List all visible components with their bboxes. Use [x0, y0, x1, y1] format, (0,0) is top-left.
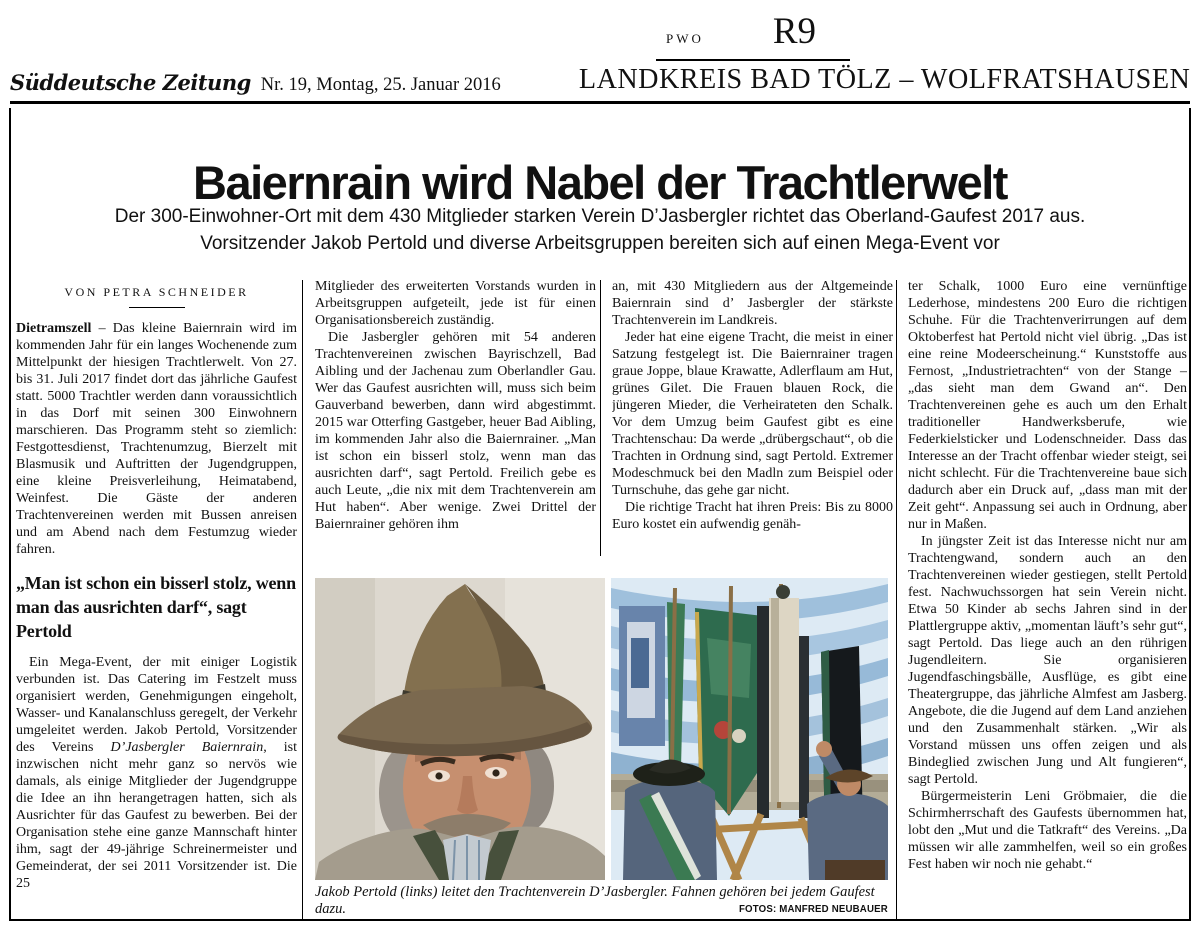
- paragraph-dietramszell: [16, 320, 297, 558]
- paragraph-mega-event: [16, 654, 297, 892]
- text-column-4: [908, 278, 1187, 922]
- paragraph-jasbergler: Die Jasbergler gehören mit 54 anderen Trachtenvereinen zwischen Bayrischzell, Bad Aibling und der Jachenau zum Oberlandler Gau. Wer das Gaufest ausrichten will, muss sich beim Gauverband bewerben, dann wird abgestimmt. 2015 war Otterfing Gastgeber, heuer Bad Aibling, im kommenden Jahr also die Baiernrainer. „Man ist schon ein bisserl stolz, wenn man das ausrichten darf“, sagt Pertold. Freilich gebe es auch Leute, „die nix mit dem Trachtenverein am Hut haben“. Aber wenige. Zwei Drittel der Baiernrainer gehören ihm: [315, 330, 596, 532]
- byline: VON PETRA SCHNEIDER: [64, 285, 249, 299]
- paragraph-text: – Das kleine Baiernrain wird im kommenden Jahr für ein langes Wochenende zum Mittelpunkt der hiesigen Trachtlerwelt. Von 27. bis 31. Juli 2017 findet dort das jährliche Gaufest statt. 5000 Trachtler werden dann voraussichtlich in das Dorf mit seinen 300 Einwohnern marschieren. Das Programm steht so ziemlich: Festgottesdienst, Trachtenumzug, Bierzelt mit Blasmusik und Auftritten der Jugendgruppen, eine kleine Preisverleihung, Heimatabend, Weinfest. Die Gäste der anderen Trachtenvereinen werden mit Bussen anreisen und am Abend nach dem Festumzug wieder fahren.: [16, 321, 297, 557]
- caption-text: Jakob Pertold (links) leitet den Trachtenverein D’Jasbergler. Fahnen gehören bei jedem Gaufest dazu.: [315, 884, 875, 917]
- issue-info: Nr. 19, Montag, 25. Januar 2016: [260, 75, 501, 95]
- flags-fest-photo: [611, 578, 888, 880]
- photo-caption: [315, 884, 888, 918]
- masthead-left: [10, 70, 501, 96]
- edition-code: PWO: [666, 31, 704, 46]
- column-rule-2: [600, 280, 601, 556]
- paragraph-vorstand: Mitglieder des erweiterten Vorstands wurden in Arbeitsgruppen aufgeteilt, jede ist für einen Organisationsbereich zuständig.: [315, 279, 596, 328]
- paragraph-preis: Die richtige Tracht hat ihren Preis: Bis zu 8000 Euro kostet ein aufwendig genäh-: [612, 500, 893, 532]
- masthead: [10, 52, 1190, 104]
- section-kicker: LANDKREIS BAD TÖLZ – WOLFRATSHAUSEN: [578, 63, 1190, 95]
- article-headline: Baiernrain wird Nabel der Trachtlerwelt: [193, 156, 1007, 210]
- paragraph-mitglieder: an, mit 430 Mitgliedern aus der Altgemeinde Baiernrain sind d’ Jasbergler der stärkste Trachtenverein im Landkreis.: [612, 279, 893, 328]
- portrait-photo-jakob-pertold: [315, 578, 605, 880]
- page-number: R9: [772, 11, 816, 52]
- pull-quote: „Man ist schon ein bisserl stolz, wenn man das ausrichten darf“, sagt Pertold: [16, 573, 296, 641]
- column-rule-1: [302, 280, 303, 920]
- paragraph-lead-in: Dietramszell: [16, 321, 92, 336]
- portrait-photo-illustration: [315, 578, 605, 880]
- photo-credit: FOTOS: MANFRED NEUBAUER: [739, 903, 888, 915]
- column-rule-3: [896, 280, 897, 920]
- right-frame-rule: [1189, 108, 1191, 920]
- subhead-line-1: Der 300-Einwohner-Ort mit dem 430 Mitglieder starken Verein D’Jasbergler richtet das Oberland-Gaufest 2017 aus.: [114, 206, 1086, 227]
- paragraph-buergermeisterin: Bürgermeisterin Leni Gröbmaier, die die Schirmherrschaft des Gaufests übernommen hat, lobt den „Mut und die Tatkraft“ des Vereins. „Da müssen wir alle zammhelfen, weil so ein großes Fest haben wir noch nie gehabt.“: [908, 789, 1187, 872]
- paragraph-schalk: ter Schalk, 1000 Euro eine vernünftige Lederhose, mindestens 200 Euro die richtigen Schuhe. Für die Trachtenverirrungen auf dem Oktoberfest hat Pertold nicht viel übrig. „Das ist eine reine Modeerscheinung.“ Kunststoffe aus Fernost, „Industrietrachten“ von der Stange – „das sieht man dem Gwand an“. Den Trachtenvereinen gehe es auch um den Erhalt traditioneller Handwerksberufe, wie Federkielsticker und Lodenschneider. Dass das Interesse an der Tracht offenbar wieder steigt, sei nicht schlecht. Für die Trachtenvereine baue sich dadurch aber ein Druck auf, „dass man mit der Zeit geht“. Anpassung sei auch in Ordnung, aber nur in Maßen.: [908, 279, 1187, 532]
- flags-photo-illustration: [611, 578, 888, 880]
- subhead-line-2: Vorsitzender Jakob Pertold und diverse Arbeitsgruppen bereiten sich auf einen Mega-Event vor: [200, 233, 1000, 254]
- paragraph-text: Ein Mega-Event, der mit einiger Logistik verbunden ist. Das Catering im Festzelt muss organisiert werden, Genehmigungen eingeholt, Wasser- und Kanalanschluss geregelt, der Verkehr umgeleitet werden. Jakob Pertold, Vorsitzender des Vereins: [16, 655, 297, 755]
- left-frame-rule: [9, 108, 11, 920]
- paragraph-tracht: Jeder hat eine eigene Tracht, die meist in einer Satzung festgelegt ist. Die Baiernrainer tragen graue Joppe, blaue Krawatte, Adlerflaum am Hut, grünes Gilet. Die Frauen blauen Rock, die jüngeren Mieder, die Verheirateten den Schalk. Vor dem Umzug beim Gaufest gibt es eine Trachtenschau: Da werde „drübergschaut“, ob die Trachten in Ordnung sind, sagt Pertold. Extremer Modeschmuck bei den Madln zum Beispiel oder Turnschuhe, das gehe gar nicht.: [612, 330, 893, 498]
- paper-nameplate: Süddeutsche Zeitung: [10, 70, 251, 95]
- paragraph-text: , ist inzwischen nicht mehr ganz so nervös wie damals, als einige Mitglieder der Jugendgruppe die Idee an ihn herangetragen hatten, sich als Ausrichter für das Gaufest zu bewerben. Bei der Organisation stehe eine ganze Mannschaft hinter ihm, sagt der 49-jährige Schreinermeister und Gemeinderat, der sei 2011 Vorsitzender ist. Die 25: [16, 740, 297, 891]
- verein-name-italic: D’Jasbergler Baiernrain: [110, 740, 264, 755]
- byline-rule: [129, 307, 185, 308]
- text-column-1: [16, 278, 297, 922]
- article-subhead: [60, 203, 1140, 257]
- paragraph-interesse: In jüngster Zeit ist das Interesse nicht nur am Trachtengwand, sondern auch an den Trachtenvereinen wieder gestiegen, stellt Pertold fest. Nachwuchssorgen hat sein Verein nicht. Etwa 50 Kinder ab sechs Jahren sind in der Plattlergruppe aktiv, „momentan läuft’s sehr gut“, sagt Pertold. Das liege auch an den rührigen Jugendleitern. Sie organisieren Jugendfaschingsbälle, Ausflüge, es gibt eine Theatergruppe, das jährliche Almfest am Jasberg. Angebote, die die Jugend auf dem Land anziehen und den Zusammenhalt stärken. „Wir als Vorstand müssen uns offen zeigen und als Bindeglied zwischen Jung und Alt fungieren“, sagt Pertold.: [908, 534, 1187, 787]
